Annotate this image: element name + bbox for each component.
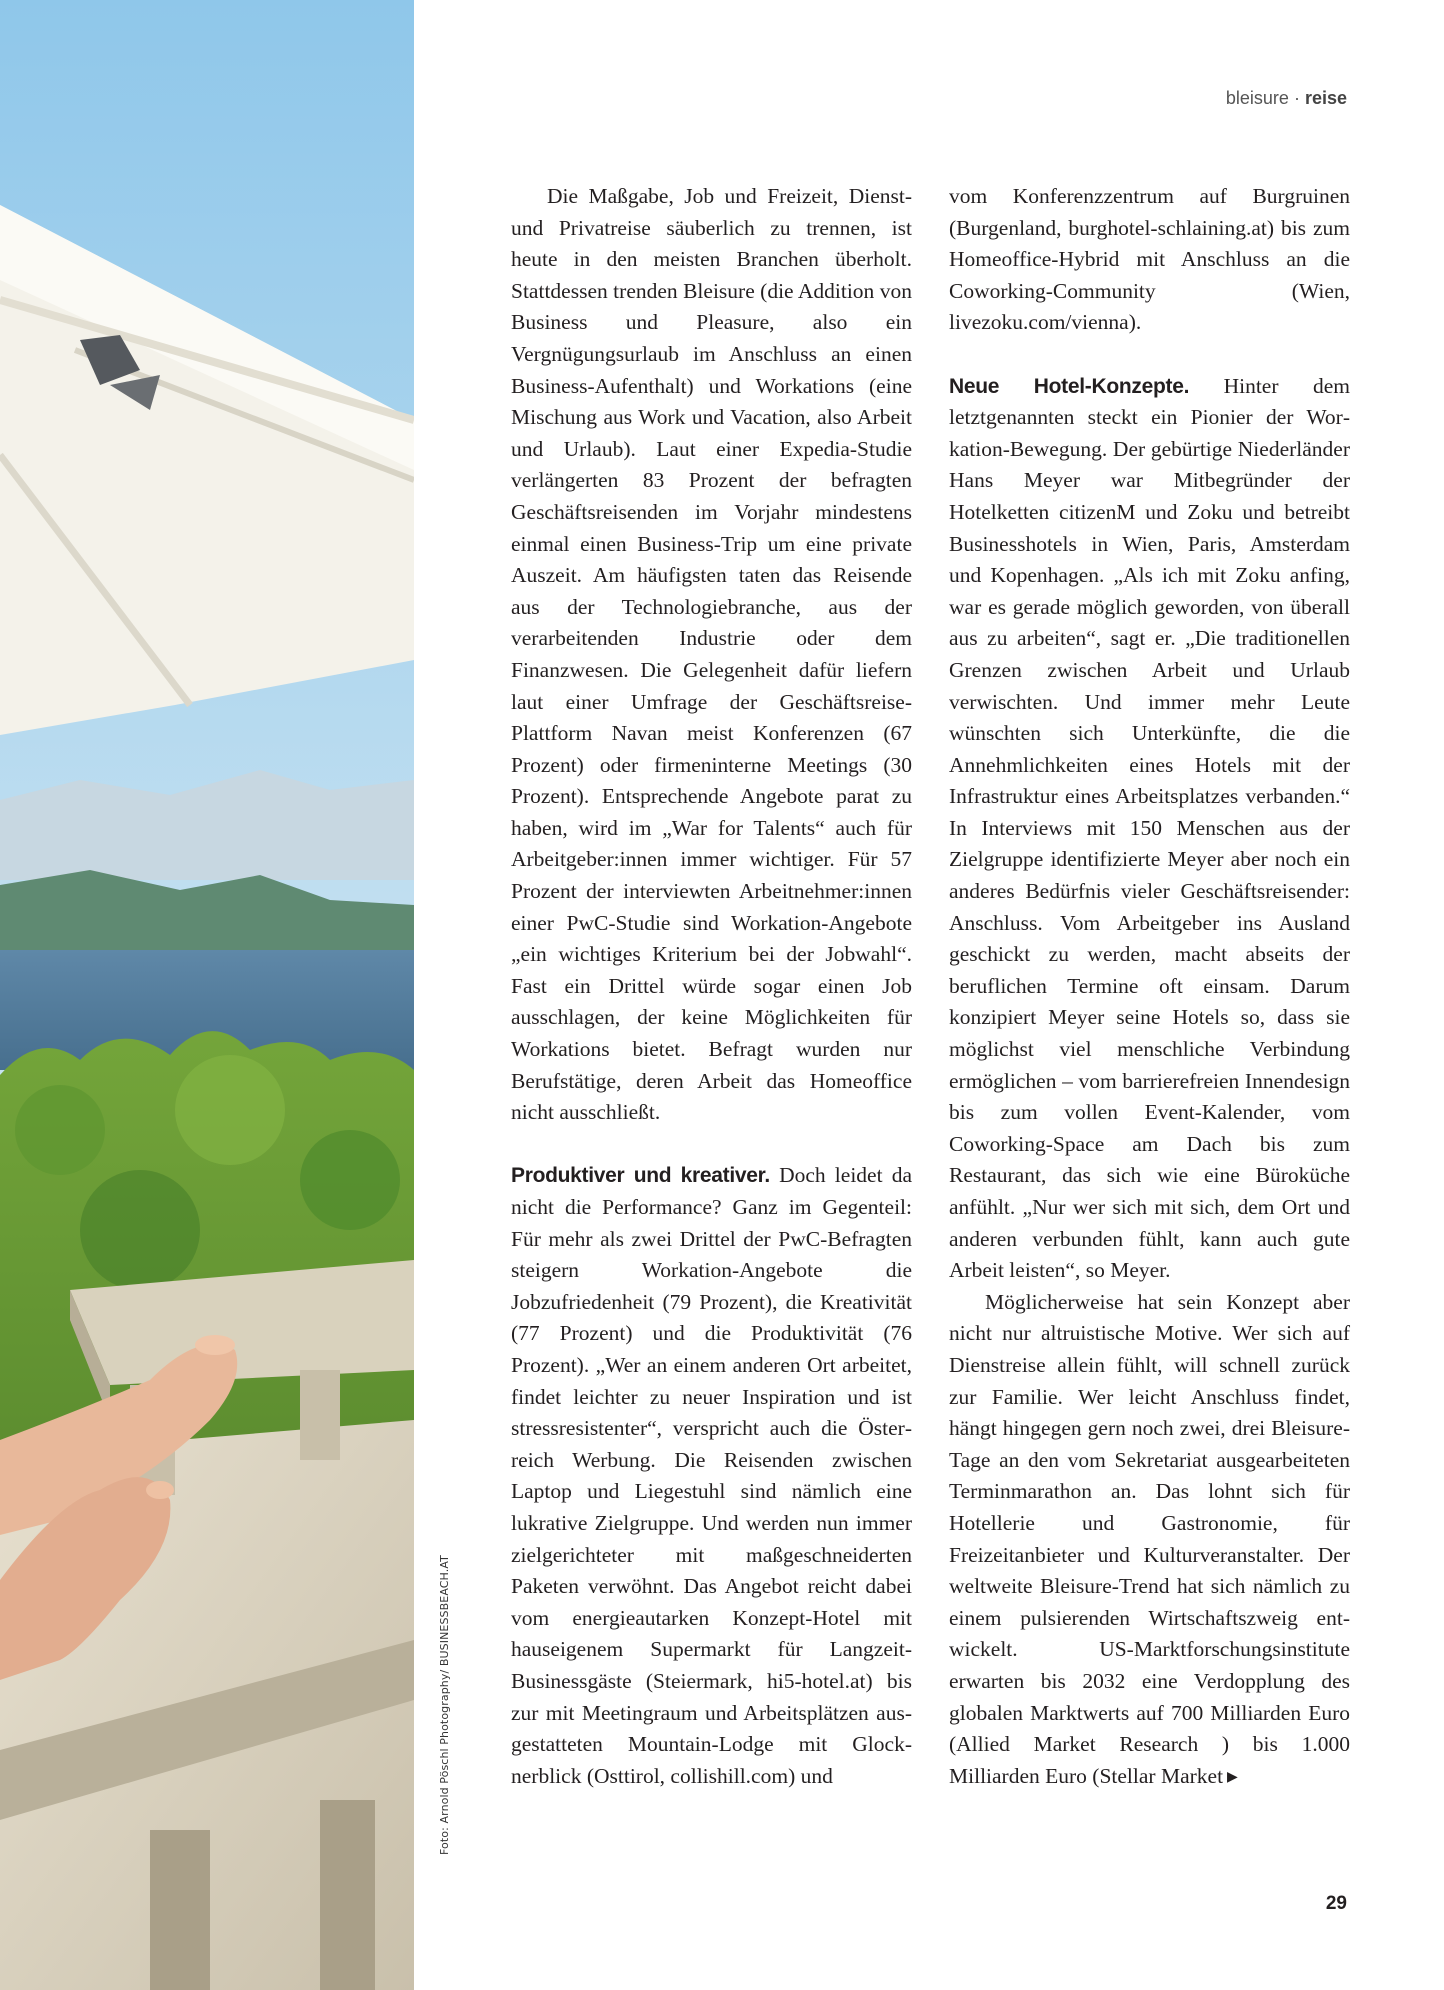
subheading: Neue Hotel-Konzepte. — [949, 374, 1190, 398]
triangle-right-icon: ▶ — [1227, 1769, 1238, 1785]
section-label — [1226, 88, 1347, 109]
section-name: bleisure — [1225, 88, 1289, 108]
paragraph: Die Maßgabe, Job und Freizeit, Dienst- und Privatreise säuberlich zu trennen, ist heute in den meisten Branchen überholt. Stattdessen trenden Bleisure (die Addition von Business und Pleasure, also ein Vergnügungsurlaub im Anschluss an einen Business-Aufenthalt) und Workations (eine Mischung aus Work und Vacation, also Arbeit und Urlaub). Laut einer Expedia-Studie verlängerten 83 Prozent der befragten Geschäftsreisenden im Vorjahr mindestens einmal einen Business-Trip um eine private Auszeit. Am häufigsten taten das Reisende aus der Technologiebranche, aus der verarbeitenden Industrie oder dem Finanzwesen. Die Gelegenheit dafür liefern laut einer Umfrage der Geschäftsreise-Plattform Navan meist Konferenzen (67 Prozent) oder firmeninterne Meetings (30 Prozent). Entsprechende Angebote parat zu haben, wird im „War for Talents“ auch für Arbeitgeber:innen immer wichtiger. Für 57 Prozent der interviewten Arbeitnehmer:innen einer PwC-Studie sind Workation-Angebote „ein wichtiges Kriterium bei der Jobwahl“. Fast ein Drittel würde sogar einen Job ausschlagen, der keine Möglichkeiten für Workations bietet. Befragt wurden nur Berufstätige, deren Arbeit das Homeoffice nicht ausschließt. — [511, 184, 912, 1125]
paragraph-text: Doch leidet da nicht die Performance? Ganz im Gegenteil: Für mehr als zwei Drittel der PwC-Befragten steigern Workation-Angebote die Jobzufriedenheit (79 Prozent), die Kreativität (77 Prozent) und die Produktivität (76 Prozent). „Wer an einem anderen Ort arbeitet, findet leichter zu neuer Inspiration und ist stressresistenter“, verspricht auch die Österreich Werbung. Die Reisenden zwischen Laptop und Liegestuhl sind nämlich eine lukrative Zielgruppe. Und werden nun immer zielgerichteter mit maßgeschneiderten Paketen verwöhnt. Das Angebot reicht dabei vom energieautarken Konzept-Hotel mit hauseigenem Supermarkt für Langzeit-Businessgäste (Steiermark, hi5-hotel.at) bis zur mit Meetingraum und Arbeitsplätzen ausgestatteten Mountain-Lodge mit Glocknerblick (Osttirol, collishill.com) und — [511, 1163, 913, 1788]
paragraph: vom Konferenzzentrum auf Burgruinen (Burgenland, burghotel-schlaining.at) bis zum Homeoffice-Hybrid mit Anschluss an die Coworking-Community (Wien, livezoku.com/vienna). — [949, 184, 1350, 335]
page-number: 29 — [1325, 1893, 1347, 1914]
paragraph-text: Möglicherweise hat sein Konzept aber nicht nur altruistische Motive. Wer sich auf Dienstreise allein fühlt, will schnell zurück zur Familie. Wer leicht Anschluss findet, hängt hingegen gern noch zwei, drei Bleisure-Tage an den vom Sekretariat ausgearbeiteten Terminmarathon an. Das lohnt sich für Hotellerie und Gastronomie, für Freizeitanbieter und Kulturveranstalter. Der weltweite Bleisure-Trend hat sich nämlich zu einem pulsierenden Wirtschaftszweig entwickelt. US-Marktforschungsinstitute erwarten bis 2032 eine Verdopplung des globalen Marktwerts auf 700 Milliarden Euro (Allied Market Research ) bis 1.000 Milliarden Euro (Stellar Market — [949, 1289, 1350, 1788]
subsection-name: reise — [1304, 88, 1347, 108]
section-separator: · — [1293, 88, 1300, 108]
subheading: Produktiver und kreativer. — [511, 1164, 770, 1188]
paragraph — [949, 1287, 1350, 1794]
article-column-2 — [949, 181, 1350, 1793]
paragraph-text: Hinter dem letztgenannten steckt ein Pionier der Workation-Bewegung. Der gebürtige Niederländer Hans Meyer war Mitbegründer der Hotelketten citizenM und Zoku und betreibt Businesshotels in Wien, Paris, Amsterdam und Kopenhagen. „Als ich mit Zoku anfing, war es gerade möglich geworden, von überall aus zu arbeiten“, sagt er. „Die traditionellen Grenzen zwischen Arbeit und Urlaub verwischten. Und immer mehr Leute wünschten sich Unterkünfte, die die Annehmlichkeiten eines Hotels mit der Infrastruktur eines Arbeitsplatzes verbanden.“ In Interviews mit 150 Menschen aus der Zielgruppe identifizierte Meyer aber noch ein anderes Bedürfnis vieler Geschäftsreisender: Anschluss. Vom Arbeitgeber ins Ausland geschickt zu werden, macht abseits der beruflichen Termine oft einsam. Darum konzipiert Meyer seine Hotels so, dass sie möglichst viel menschliche Verbindung ermöglichen – vom barrierefreien Innendesign bis zum vollen Event-Kalender, vom Coworking-Space am Dach bis zum Restaurant, das sich wie eine Büroküche anfühlt. „Nur wer sich mit sich, dem Ort und anderen verbunden fühlt, kann auch gute Arbeit leisten“, so Meyer. — [949, 373, 1350, 1283]
paragraph — [511, 1160, 912, 1792]
photo-credit: Foto: Arnold Pöschl Photography/ BUSINESSBEACH.AT — [438, 1555, 451, 1855]
hero-photo — [0, 0, 414, 1990]
article-column-1 — [511, 181, 912, 1792]
paragraph — [949, 371, 1350, 1287]
